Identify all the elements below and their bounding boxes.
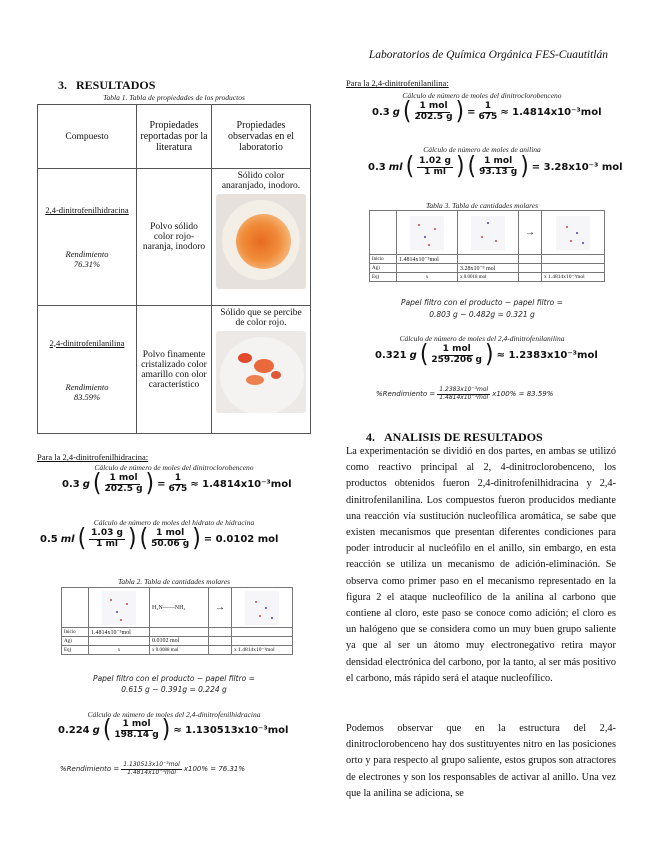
hydrazine-heading: Para la 2,4-dinitrofenilhidracina: [37, 452, 149, 462]
compound-name: 2,4-dinitrofenilanilina [49, 337, 125, 348]
table-row: Eq) x x 0.0018 mol x 1.4814x10⁻³mol [370, 273, 605, 282]
results-title: 3. RESULTADOS [58, 78, 156, 92]
analysis-paragraph-1: La experimentación se dividió en dos partes, en ambas se utilizó como reactivo principal al 2, 4-dinitroclorobenceno, los productos obtenidos fueron 2,4-dinitrofenilhidracina y 2,4-dinitrofenilanilina. Los compuestos fueron producidos mediante una reacción vía sustitución nucleofílica aromática, se sabe que existen mecanismos que presentan diferentes condiciones para poder introducir al nucleófilo en el anillo, sin embargo, en esta reacción se utiliza un mecanismo de adición-eliminación. Se observa como primer paso en el mecanismo representado en la figura 2 el ataque nucleofílico de la anilina al carbono que contiene al cloro, este paso se conoce como adición; el cloro es un halógeno que se considera como un muy buen grupo saliente ya que al ser un átomo muy electronegativo retira mayor densidad electrónica del carbono, por la tanto, al ser más positivo el carbono, más rápido será el ataque nucleofílico. [346, 446, 616, 684]
col-reported: Propiedades reportadas por la literatura [137, 105, 212, 169]
analysis-paragraph-2: Podemos observar que en la estructura del 2,4-dinitroclorobenceno hay dos sustituyentes nitro en las posiciones orto y para respecto al grupo saliente, estos grupos son atractores de electrones y son los responsables de activar al anillo. Una vez que la anilina se adiciona, se [346, 723, 616, 799]
col-observed: Propiedades observadas en el laboratorio [212, 105, 311, 169]
equation-moles-product: 0.224 g ( $\frac{\text{1 mol}}{198.14 g}$ ) ≈ 1.130513x10⁻³mol [58, 715, 289, 744]
paper-filter-line1: Papel filtro con el producto − papel filtro = [401, 298, 563, 307]
table-row [38, 306, 311, 434]
analysis-title: 4. ANALISIS DE RESULTADOS [366, 430, 543, 444]
yield-label: Rendimiento [65, 381, 109, 392]
eq-caption: Cálculo de número de moles de anilina [423, 145, 541, 154]
molar-table-hydrazine [61, 587, 293, 655]
equation-moles-dinitro-2: 0.3 g ( $\frac{\text{1 mol}}{202.5 g}$ ) = $\frac{1}{675}$ ≈ 1.4814x10⁻³mol [372, 97, 602, 126]
equation-moles-product-2: 0.321 g ( $\frac{\text{1 mol}}{259.206 g}$ ) ≈ 1.2383x10⁻³mol [375, 340, 598, 369]
table-row: Inicio 1.4814x10⁻³mol [62, 628, 293, 637]
paper-filter-line2: 0.615 g − 0.391g = 0.224 g [121, 685, 227, 694]
table3-caption: Tabla 3. Tabla de cantidades molares [425, 201, 539, 210]
table2-caption: Tabla 2. Tabla de cantidades molares [117, 577, 231, 586]
eq-caption: Cálculo de número de moles del dinitroclorobenceno [94, 463, 254, 472]
reaction-arrow: → [519, 211, 542, 255]
running-header: Laboratorios de Química Orgánica FES-Cuautitlán [368, 49, 608, 61]
properties-table [37, 104, 311, 434]
compound-name: 2,4-dinitrofenilhidracina [45, 205, 129, 215]
equation-moles-dinitro: 0.3 g ( $\frac{\text{1 mol}}{202.5 g}$ ) = $\frac{1}{675}$ ≈ 1.4814x10⁻³mol [62, 469, 292, 498]
equation-moles-aniline: 0.3 ml ( $\frac{1.02 g}{1 ml}$ ) ( $\frac{\text{1 mol}}{93.13 g}$ ) = 3.28x10⁻³ mol [368, 152, 623, 181]
product-photo-aniline [216, 331, 306, 413]
paper-filter-line2: 0.803 g − 0.482g = 0.321 g [429, 310, 535, 319]
table-row: Ag) 0.0102 mol [62, 637, 293, 646]
table-row: Eq) x x 0.0088 mol x 1.4814x10⁻³mol [62, 646, 293, 655]
eq-caption: Cálculo de número de moles del dinitroclorobenceno [402, 91, 562, 100]
col-compound: Compuesto [38, 105, 137, 169]
table-row: Inicio 1.4814x10⁻³mol [370, 255, 605, 264]
table-row [38, 169, 311, 306]
product-structure [556, 216, 590, 250]
yield-formula-hydrazine: %Rendimiento = $\frac{\text{1.130513x10⁻³mol}}{\text{1.4814x10⁻³mol}}$ x100% = 76.31% [60, 761, 246, 776]
eq-caption: Cálculo de número de moles del hidrato de hidracina [93, 518, 255, 527]
molar-table-aniline [369, 210, 605, 282]
product-photo-hydrazine [216, 194, 306, 289]
yield-value: 76.31% [73, 259, 101, 269]
molecule-structure [102, 591, 136, 625]
observed-properties: Sólido color anaranjado, inodoro. [221, 171, 301, 191]
observed-properties: Sólido que se percibe de color rojo. [220, 308, 302, 328]
equation-moles-hydrazine: 0.5 ml ( $\frac{1.03 g}{1 ml}$ ) ( $\frac{\text{1 mol}}{50.06 g}$ ) = 0.0102 mol [40, 524, 279, 553]
table-row: Ag) 3.28x10⁻³ mol [370, 264, 605, 273]
eq-caption: Cálculo de número de moles del 2,4-dinitrofenilanilina [399, 334, 565, 343]
yield-formula-aniline: %Rendimiento = $\frac{\text{1.2383x10⁻³mol}}{\text{1.4814x10⁻³mol}}$ x100% = 83.59% [376, 386, 554, 401]
table1-caption: Tabla 1. Tabla de propiedades de los productos [103, 93, 245, 102]
reaction-arrow: → [209, 588, 232, 628]
eq-caption: Cálculo de número de moles del 2,4-dinitrofenilhidracina [87, 710, 261, 719]
molecule-structure [410, 216, 444, 250]
reported-properties: Polvo sólido color rojo-naranja, inodoro [137, 169, 212, 306]
hydrazine-formula: H₂N——NH₂ [150, 588, 209, 628]
product-structure [245, 591, 279, 625]
yield-value: 83.59% [73, 391, 101, 402]
yield-label: Rendimiento [65, 249, 109, 259]
aniline-heading: Para la 2,4-dinitrofenilanilina: [346, 78, 449, 88]
paper-filter-line1: Papel filtro con el producto − papel filtro = [93, 674, 255, 683]
aniline-structure [471, 216, 505, 250]
reported-properties: Polvo finamente cristalizado color amarillo con olor característico [137, 306, 212, 434]
